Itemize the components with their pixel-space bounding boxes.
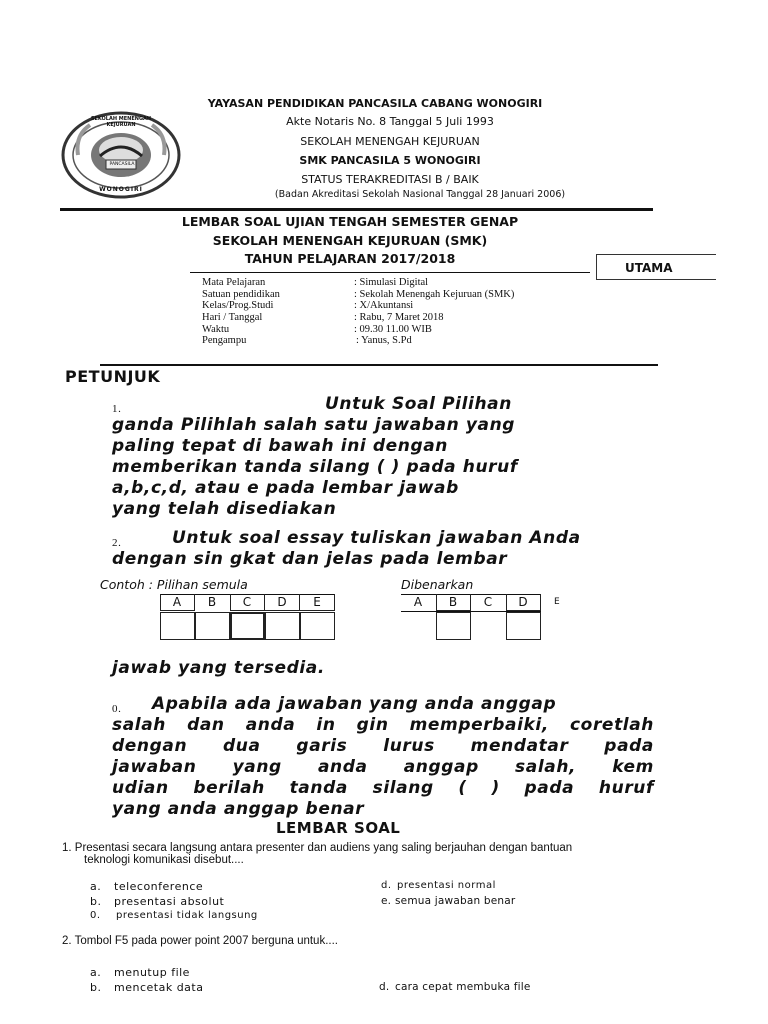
info-table bbox=[202, 277, 602, 347]
info-value: : 09.30 11.00 WIB bbox=[354, 323, 432, 335]
option-e[interactable]: e. semua jawaban benar bbox=[381, 895, 516, 907]
choice-letter-cut: E bbox=[554, 597, 560, 607]
accreditation-status: STATUS TERAKREDITASI B / BAIK bbox=[301, 173, 479, 186]
answer-box bbox=[300, 612, 335, 640]
header-divider bbox=[60, 208, 653, 211]
title-divider bbox=[190, 272, 590, 273]
option-a[interactable]: a. menutup file bbox=[90, 966, 190, 979]
question-text: 2. Tombol F5 pada power point 2007 berguna untuk.... bbox=[62, 935, 338, 947]
info-value: : X/Akuntansi bbox=[354, 300, 414, 312]
instruction-item-2 bbox=[112, 528, 692, 570]
question-1-options-right bbox=[381, 880, 515, 910]
instructions-heading: PETUNJUK bbox=[65, 367, 161, 386]
answer-box bbox=[230, 612, 265, 640]
item-text: jawaban yang anda anggap salah, kem bbox=[112, 757, 654, 777]
item-text: yang telah disediakan bbox=[112, 499, 337, 519]
option-c[interactable]: 0. presentasi tidak langsung bbox=[90, 910, 258, 921]
item-number: 0. bbox=[112, 703, 122, 715]
answer-box bbox=[265, 612, 300, 640]
option-b[interactable]: b. presentasi absolut bbox=[90, 895, 225, 908]
questions-heading: LEMBAR SOAL bbox=[276, 819, 401, 837]
utama-badge-label: UTAMA bbox=[625, 261, 673, 275]
question-2-options-left bbox=[90, 966, 203, 996]
info-row bbox=[202, 300, 602, 312]
info-label: Kelas/Prog.Studi bbox=[202, 300, 274, 312]
question-2 bbox=[62, 935, 742, 947]
item-text: paling tepat di bawah ini dengan bbox=[112, 436, 448, 456]
item-text: ganda Pilihlah salah satu jawaban yang bbox=[112, 415, 516, 435]
choice-letter: B bbox=[207, 595, 217, 609]
logo-ring-text: SEKOLAH MENENGAH KEJURUAN bbox=[90, 116, 152, 128]
example-right-label: Dibenarkan bbox=[401, 577, 474, 592]
answer-box bbox=[265, 594, 300, 611]
item-text: Untuk soal essay tuliskan jawaban Anda bbox=[172, 528, 581, 548]
answer-box bbox=[506, 594, 541, 611]
item-text: yang anda anggap benar bbox=[112, 799, 365, 819]
item-text: jawab yang tersedia. bbox=[112, 658, 325, 678]
school-logo bbox=[60, 110, 182, 200]
answer-box bbox=[506, 612, 541, 640]
item-text: salah dan anda in gin memperbaiki, coretlah bbox=[112, 715, 654, 735]
info-row bbox=[202, 335, 602, 347]
exam-subtitle: SEKOLAH MENENGAH KEJURUAN (SMK) bbox=[212, 233, 488, 248]
answer-box bbox=[300, 594, 335, 611]
instruction-item-1 bbox=[112, 394, 672, 520]
choice-letter: A bbox=[413, 595, 423, 609]
answer-box bbox=[436, 612, 471, 640]
answer-box bbox=[195, 612, 230, 640]
item-text: memberikan tanda silang ( ) pada huruf bbox=[112, 457, 518, 477]
answer-box bbox=[160, 594, 195, 611]
school-type: SEKOLAH MENENGAH KEJURUAN bbox=[300, 135, 480, 148]
item-text: dengan dua garis lurus mendatar pada bbox=[112, 736, 654, 756]
exam-year: TAHUN PELAJARAN 2017/2018 bbox=[244, 251, 456, 266]
info-value: : Yanus, S.Pd bbox=[356, 335, 412, 347]
instruction-item-3 bbox=[112, 694, 654, 820]
example-left-label: Contoh : Pilihan semula bbox=[100, 577, 248, 592]
answer-box bbox=[230, 594, 265, 611]
info-label: Pengampu bbox=[202, 335, 247, 347]
info-row bbox=[202, 312, 602, 324]
utama-badge bbox=[596, 254, 716, 280]
info-label: Satuan pendidikan bbox=[202, 288, 280, 300]
question-text: 1. Presentasi secara langsung antara presenter dan audiens yang saling berjauhan dengan bantuan bbox=[62, 842, 573, 854]
info-row bbox=[202, 324, 602, 336]
item-number: 1. bbox=[112, 403, 122, 415]
item-text: a,b,c,d, atau e pada lembar jawab bbox=[112, 478, 459, 498]
answer-box bbox=[436, 594, 471, 611]
choice-letter: A bbox=[172, 595, 182, 609]
info-value: : Sekolah Menengah Kejuruan (SMK) bbox=[354, 288, 515, 300]
choice-letter: D bbox=[277, 595, 287, 609]
option-b[interactable]: b. mencetak data bbox=[90, 981, 204, 994]
exam-title: LEMBAR SOAL UJIAN TENGAH SEMESTER GENAP bbox=[181, 214, 519, 229]
choice-letter: D bbox=[518, 595, 528, 609]
choice-letter: B bbox=[448, 595, 458, 609]
choice-letter: C bbox=[483, 595, 493, 609]
question-text: teknologi komunikasi disebut.... bbox=[84, 854, 244, 866]
item-text: udian berilah tanda silang ( ) pada huruf bbox=[112, 778, 654, 798]
item-text: dengan sin gkat dan jelas pada lembar bbox=[112, 549, 508, 569]
example-right-grid bbox=[401, 594, 561, 642]
question-1 bbox=[62, 842, 742, 866]
item-text: Untuk Soal Pilihan bbox=[325, 394, 512, 414]
info-divider bbox=[100, 364, 658, 366]
item-text: Apabila ada jawaban yang anda anggap bbox=[152, 694, 557, 714]
info-row bbox=[202, 277, 602, 289]
item-number: 2. bbox=[112, 537, 122, 549]
school-name: SMK PANCASILA 5 WONOGIRI bbox=[299, 154, 481, 167]
choice-letter: E bbox=[313, 595, 321, 609]
example-left-grid bbox=[160, 594, 335, 642]
question-2-options-right bbox=[379, 981, 531, 996]
question-1-options-left bbox=[90, 880, 258, 925]
foundation-name: YAYASAN PENDIDIKAN PANCASILA CABANG WONOGIRI bbox=[207, 97, 543, 110]
info-label: Mata Pelajaran bbox=[202, 277, 266, 288]
info-value: : Simulasi Digital bbox=[354, 277, 429, 288]
option-a[interactable]: a. teleconference bbox=[90, 880, 204, 893]
info-label: Waktu bbox=[202, 323, 230, 335]
answer-box bbox=[160, 612, 195, 640]
info-row bbox=[202, 289, 602, 301]
option-d[interactable]: d. presentasi normal bbox=[381, 880, 496, 891]
info-label: Hari / Tanggal bbox=[202, 312, 263, 324]
notary-line: Akte Notaris No. 8 Tanggal 5 Juli 1993 bbox=[286, 115, 494, 128]
logo-bottom-text: WONOGIRI bbox=[99, 186, 143, 193]
option-d[interactable]: d. cara cepat membuka file bbox=[379, 981, 531, 993]
accreditation-note: (Badan Akreditasi Sekolah Nasional Tanggal 28 Januari 2006) bbox=[274, 189, 566, 200]
info-value: : Rabu, 7 Maret 2018 bbox=[354, 312, 444, 324]
logo-banner-text: PANCASILA bbox=[109, 162, 135, 167]
choice-letter: C bbox=[242, 595, 252, 609]
